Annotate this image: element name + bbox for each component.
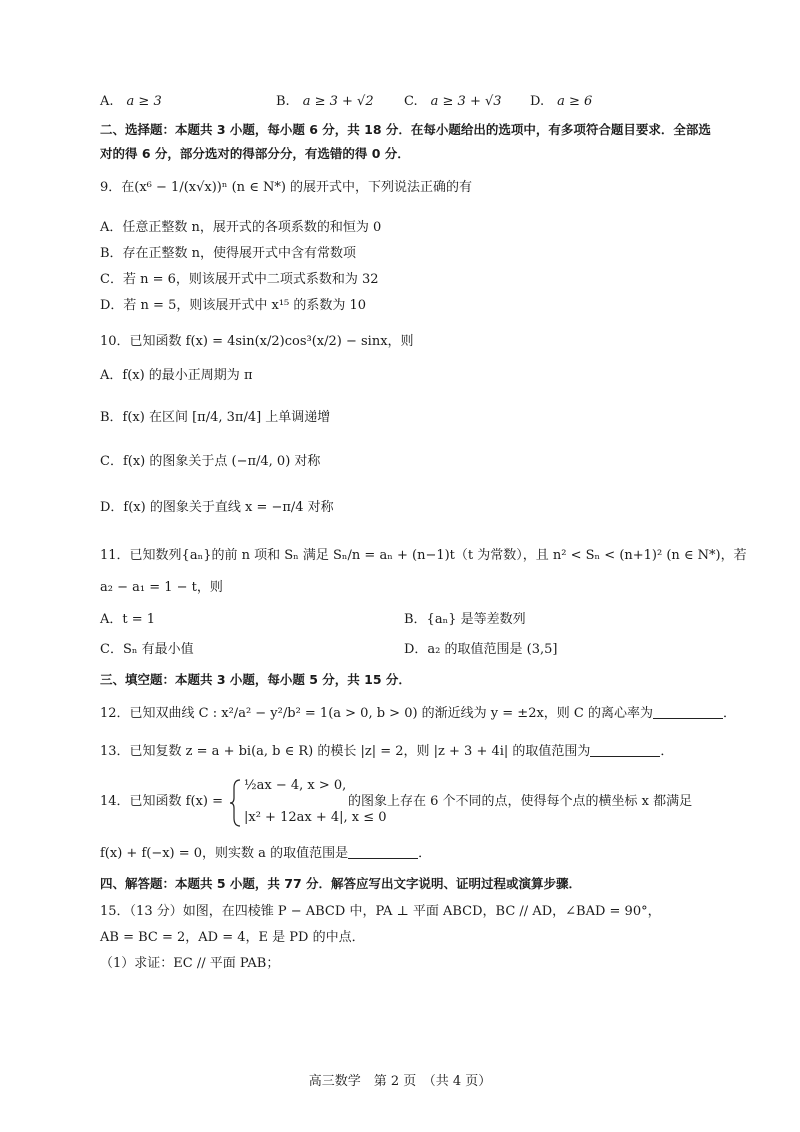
q11-option-c: C．Sₙ 有最小值: [100, 642, 194, 657]
q9-option-d: D．若 n = 5，则该展开式中 x¹⁵ 的系数为 10: [100, 298, 367, 313]
q9-option-c: C．若 n = 6，则该展开式中二项式系数和为 32: [100, 272, 379, 287]
q14-case2: |x² + 12ax + 4|, x ≤ 0: [244, 810, 387, 825]
section2-heading-cont: 对的得 6 分，部分选对的得部分分，有选错的得 0 分．: [100, 146, 410, 161]
q9-option-b: B．存在正整数 n，使得展开式中含有常数项: [100, 246, 357, 261]
q9-stem: 9．在(x⁶ − 1/(x√x))ⁿ (n ∈ N*) 的展开式中，下列说法正确的有: [100, 180, 473, 195]
q8-option-a: A. a ≥ 3: [100, 94, 162, 109]
q15-line2: AB = BC = 2，AD = 4，E 是 PD 的中点．: [100, 930, 365, 945]
q14-case1: ½ax − 4, x > 0,: [244, 778, 347, 793]
page-footer: 高三数学 第 2 页 （共 4 页）: [308, 1074, 492, 1089]
q14-suffix: 的图象上存在 6 个不同的点，使得每个点的横坐标 x 都满足: [348, 794, 693, 809]
q12-stem: 12．已知双曲线 C : x²/a² − y²/b² = 1(a > 0, b > 0) 的渐近线为 y = ±2x，则 C 的离心率为 ．: [100, 706, 737, 721]
q9-option-a: A．任意正整数 n，展开式的各项系数的和恒为 0: [100, 220, 382, 235]
q14-prefix: 14．已知函数 f(x) =: [100, 794, 223, 809]
q13-answer-blank: [590, 742, 660, 757]
q10-option-d: D．f(x) 的图象关于直线 x = −π/4 对称: [100, 500, 334, 515]
q15-part1: （1）求证：EC // 平面 PAB；: [100, 956, 280, 971]
q10-option-a: A．f(x) 的最小正周期为 π: [100, 368, 253, 383]
q8-option-d: D. a ≥ 6: [530, 94, 593, 109]
section4-heading: 四、解答题：本题共 5 小题，共 77 分．解答应写出文字说明、证明过程或演算步骤．: [100, 876, 582, 891]
section2-heading: 二、选择题：本题共 3 小题，每小题 6 分，共 18 分．在每小题给出的选项中，有多项符合题目要求．全部选: [100, 122, 711, 137]
q13-stem: 13．已知复数 z = a + bi(a, b ∈ R) 的模长 |z| = 2，则 |z + 3 + 4i| 的取值范围为 ．: [100, 744, 674, 759]
q11-stem-cont: a₂ − a₁ = 1 − t，则: [100, 580, 223, 595]
q14-cont: f(x) + f(−x) = 0，则实数 a 的取值范围是 ．: [100, 846, 432, 861]
q14-brace: [228, 778, 242, 828]
q11-stem: 11．已知数列{aₙ}的前 n 项和 Sₙ 满足 Sₙ/n = aₙ + (n−1)t（t 为常数），且 n² < Sₙ < (n+1)² (n ∈ N*)，若: [100, 548, 747, 563]
q10-option-b: B．f(x) 在区间 [π/4, 3π/4] 上单调递增: [100, 410, 331, 425]
q11-option-a: A．t = 1: [100, 612, 156, 627]
q8-option-b: B. a ≥ 3 + √2: [276, 94, 374, 109]
q10-stem: 10．已知函数 f(x) = 4sin(x/2)cos³(x/2) − sinx，则: [100, 334, 414, 349]
q8-option-c: C. a ≥ 3 + √3: [404, 94, 502, 109]
q11-option-d: D．a₂ 的取值范围是 (3,5]: [404, 642, 558, 657]
section3-heading: 三、填空题：本题共 3 小题，每小题 5 分，共 15 分．: [100, 672, 411, 687]
q15-line1: 15．（13 分）如图，在四棱锥 P − ABCD 中，PA ⊥ 平面 ABCD，BC // AD，∠BAD = 90°，: [100, 904, 661, 919]
q12-answer-blank: [653, 704, 723, 719]
q14-answer-blank: [348, 844, 418, 859]
q10-option-c: C．f(x) 的图象关于点 (−π/4, 0) 对称: [100, 454, 321, 469]
q11-option-b: B．{aₙ} 是等差数列: [404, 612, 526, 627]
